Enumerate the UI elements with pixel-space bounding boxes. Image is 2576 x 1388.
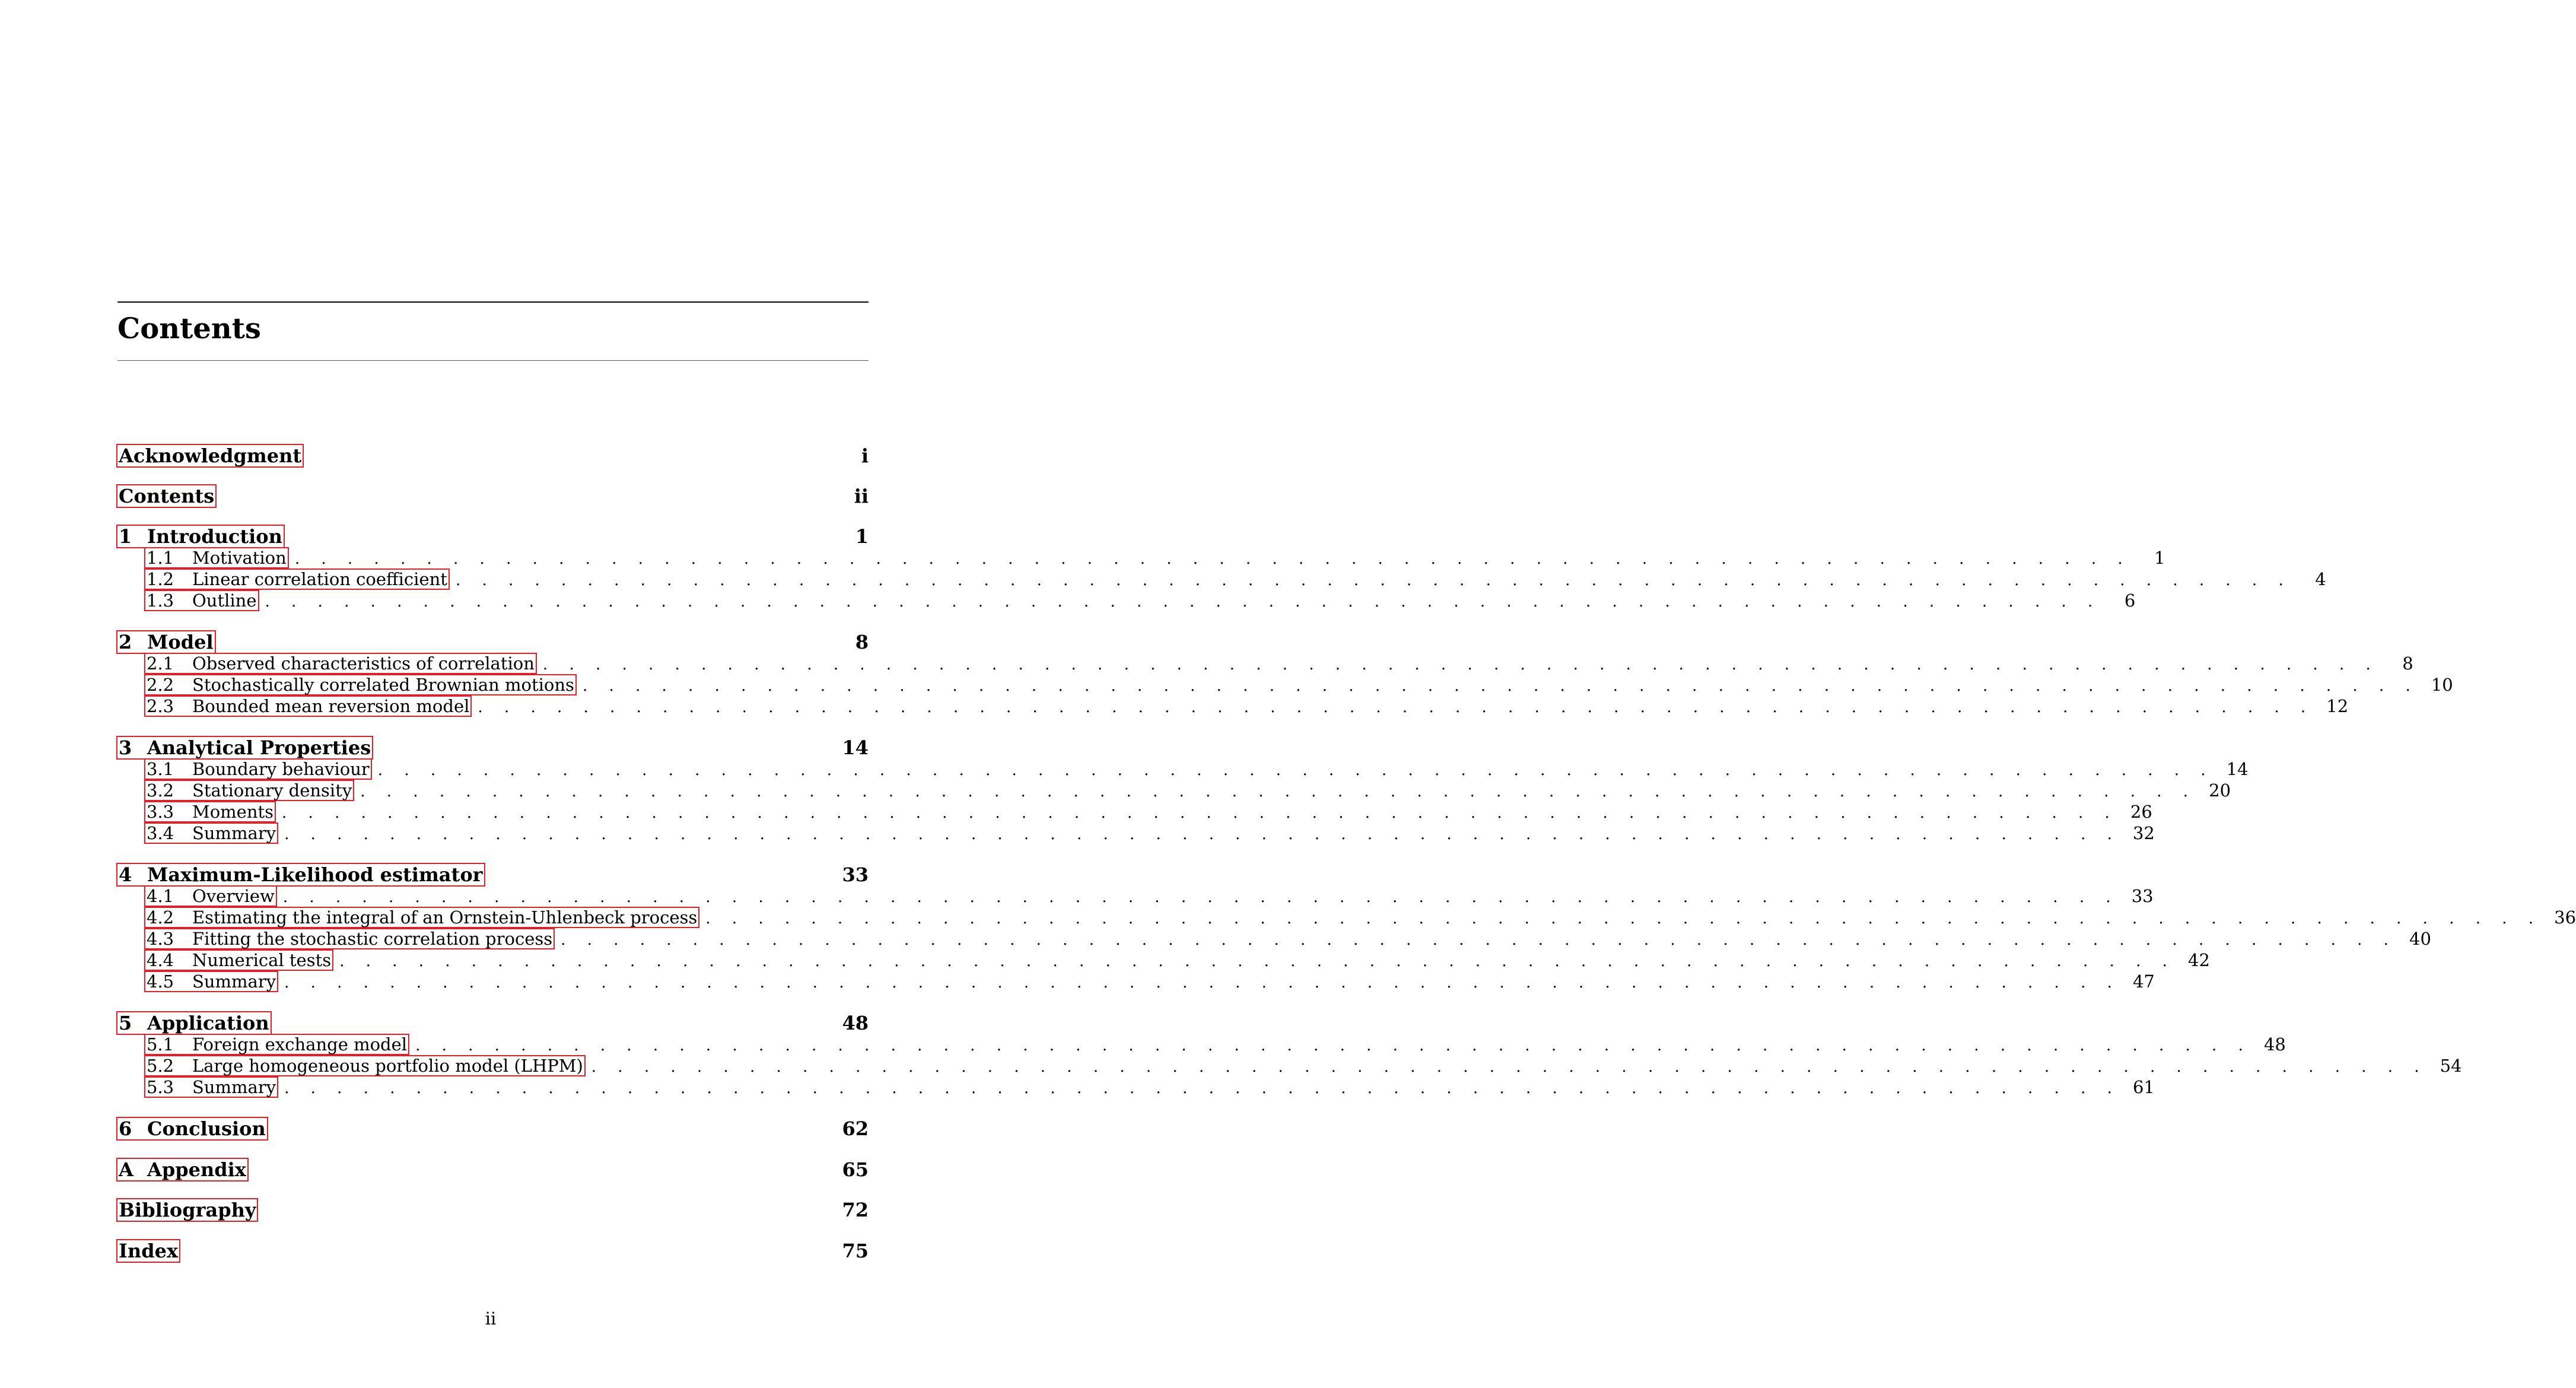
dot-leader: . . . . . . . . . . . . . . . . . . . . . . . . . . . . . . . . . . . . . . . . . . . . . . . . . . . . . . . . . . . . . . . . . . . . . .	[478, 698, 2314, 716]
toc-section-3-1	[116, 758, 2249, 780]
toc-link-chapter-6[interactable]	[116, 1117, 268, 1141]
toc-section-5-3	[116, 1076, 2155, 1098]
toc-page-number: 6	[2124, 590, 2136, 611]
section-number: 3.1	[147, 759, 174, 779]
toc-page-number: 72	[842, 1199, 869, 1221]
toc-section-4-1	[116, 885, 2154, 907]
toc-chapter-3	[116, 736, 869, 760]
page-title: Contents	[117, 312, 261, 345]
toc-section-1-1	[116, 547, 2165, 568]
toc-chapter-5	[116, 1011, 869, 1035]
toc-link-section-1-2[interactable]	[144, 568, 450, 590]
dot-leader: . . . . . . . . . . . . . . . . . . . . . . . . . . . . . . . . . . . . . . . . . . . . . . . . . . . . . . . . . . . . . . . . . . . . . .	[360, 783, 2197, 801]
toc-page-number: 48	[2263, 1034, 2286, 1055]
toc-link-appendix[interactable]	[116, 1158, 249, 1181]
chapter-number: 3	[119, 736, 132, 759]
toc-section-4-3	[116, 928, 2431, 949]
toc-section-3-3	[116, 801, 2152, 822]
section-number: 3.4	[147, 823, 174, 843]
chapter-title: Analytical Properties	[147, 736, 371, 759]
chapter-number: A	[119, 1158, 133, 1181]
dot-leader: . . . . . . . . . . . . . . . . . . . . . . . . . . . . . . . . . . . . . . . . . . . . . . . . . . . . . . . . . . . . . . . . . . . . . .	[591, 1058, 2428, 1076]
toc-link-section-5-2[interactable]	[144, 1055, 586, 1076]
toc-link-section-2-1[interactable]	[144, 653, 537, 674]
toc-link-section-2-2[interactable]	[144, 674, 577, 695]
toc-section-4-5	[116, 971, 2155, 992]
section-title: Summary	[192, 1077, 276, 1097]
toc-section-2-1	[116, 653, 2413, 674]
toc-page-number: 75	[842, 1240, 869, 1262]
toc-page-number: 32	[2132, 823, 2155, 843]
toc-link-section-2-3[interactable]	[144, 695, 472, 717]
toc-page-number: 65	[842, 1158, 869, 1181]
toc-section-3-2	[116, 780, 2231, 801]
toc-page-number: 36	[2554, 907, 2576, 928]
toc-link-chapter-2[interactable]	[116, 630, 216, 654]
toc-link-section-3-1[interactable]	[144, 758, 372, 780]
toc-link-section-4-5[interactable]	[144, 971, 278, 992]
section-title: Large homogeneous portfolio model (LHPM)	[192, 1056, 583, 1076]
toc-page-number: 14	[842, 736, 869, 759]
toc-link-section-4-3[interactable]	[144, 928, 555, 949]
section-title: Summary	[192, 971, 276, 992]
dot-leader: . . . . . . . . . . . . . . . . . . . . . . . . . . . . . . . . . . . . . . . . . . . . . . . . . . . . . . . . . . . . . . . . . . . . . .	[705, 910, 2542, 928]
toc-section-2-2	[116, 674, 2453, 695]
section-title: Bounded mean reversion model	[192, 696, 470, 716]
toc-section-1-3	[116, 590, 2136, 611]
toc-page-number: 12	[2326, 696, 2349, 716]
toc-chapter-4	[116, 863, 869, 887]
chapter-number: 1	[119, 525, 132, 548]
section-title: Outline	[192, 590, 257, 611]
dot-leader: . . . . . . . . . . . . . . . . . . . . . . . . . . . . . . . . . . . . . . . . . . . . . . . . . . . . . . . . . . . . . . . . . . . . . .	[284, 1079, 2120, 1097]
chapter-title: Introduction	[147, 525, 282, 548]
toc-entry-contents	[116, 484, 869, 508]
toc-link-acknowledgment[interactable]	[116, 444, 304, 468]
toc-page-number: 48	[842, 1012, 869, 1034]
section-number: 2.3	[147, 696, 174, 716]
toc-section-2-3	[116, 695, 2349, 717]
toc-link-section-3-3[interactable]	[144, 801, 276, 822]
toc-section-4-4	[116, 949, 2210, 971]
toc-section-5-1	[116, 1034, 2286, 1055]
toc-link-chapter-5[interactable]	[116, 1011, 272, 1035]
section-title: Fitting the stochastic correlation process	[192, 929, 553, 949]
chapter-number: 2	[119, 631, 132, 653]
chapter-title: Appendix	[147, 1158, 246, 1181]
toc-page-number: 26	[2130, 802, 2152, 822]
toc-chapter-1	[116, 525, 869, 548]
toc-title: Contents	[119, 485, 215, 507]
toc-page-number: 1	[855, 525, 869, 548]
section-number: 1.3	[147, 590, 174, 611]
toc-page-number: 42	[2188, 950, 2210, 970]
chapter-title: Application	[147, 1012, 269, 1034]
toc-link-chapter-1[interactable]	[116, 525, 285, 548]
dot-leader: . . . . . . . . . . . . . . . . . . . . . . . . . . . . . . . . . . . . . . . . . . . . . . . . . . . . . . . . . . . . . . . . . . . . . .	[377, 761, 2214, 779]
footer-page-number: ii	[485, 1308, 497, 1329]
section-title: Moments	[192, 802, 274, 822]
toc-page-number: ii	[854, 485, 869, 507]
toc-page-number: 14	[2226, 759, 2249, 779]
section-number: 4.2	[147, 907, 174, 928]
section-number: 4.5	[147, 971, 174, 992]
dot-leader: . . . . . . . . . . . . . . . . . . . . . . . . . . . . . . . . . . . . . . . . . . . . . . . . . . . . . . . . . . . . . . . . . . . . . .	[582, 677, 2419, 695]
toc-page-number: 1	[2154, 548, 2165, 568]
section-title: Boundary behaviour	[192, 759, 370, 779]
section-title: Linear correlation coefficient	[192, 569, 447, 589]
section-number: 4.1	[147, 886, 174, 906]
chapter-title: Model	[147, 631, 214, 653]
section-number: 1.2	[147, 569, 174, 589]
toc-link-section-4-1[interactable]	[144, 885, 277, 907]
toc-link-section-3-4[interactable]	[144, 822, 278, 844]
dot-leader: . . . . . . . . . . . . . . . . . . . . . . . . . . . . . . . . . . . . . . . . . . . . . . . . . . . . . . . . . . . . . . . . . . . . . .	[265, 593, 2101, 611]
toc-link-bibliography[interactable]	[116, 1198, 258, 1222]
section-number: 2.1	[147, 653, 174, 674]
section-number: 3.3	[147, 802, 174, 822]
chapter-number: 5	[119, 1012, 132, 1034]
dot-leader: . . . . . . . . . . . . . . . . . . . . . . . . . . . . . . . . . . . . . . . . . . . . . . . . . . . . . . . . . . . . . . . . . . . . . .	[561, 931, 2397, 949]
section-title: Motivation	[192, 548, 287, 568]
section-title: Numerical tests	[192, 950, 332, 970]
toc-entry-index	[116, 1239, 869, 1263]
section-number: 2.2	[147, 675, 174, 695]
dot-leader: . . . . . . . . . . . . . . . . . . . . . . . . . . . . . . . . . . . . . . . . . . . . . . . . . . . . . . . . . . . . . . . . . . . . . .	[282, 888, 2119, 906]
toc-page-number: 10	[2431, 675, 2453, 695]
toc-entry-acknowledgment	[116, 444, 869, 468]
toc-page-number: 54	[2440, 1056, 2462, 1076]
section-title: Estimating the integral of an Ornstein-Uhlenbeck process	[192, 907, 698, 928]
section-title: Summary	[192, 823, 276, 843]
toc-title: Bibliography	[119, 1199, 256, 1221]
toc-entry-bibliography	[116, 1198, 869, 1222]
section-number: 3.2	[147, 780, 174, 801]
section-number: 5.2	[147, 1056, 174, 1076]
toc-section-1-2	[116, 568, 2326, 590]
toc-page-number: 4	[2315, 569, 2326, 589]
toc-link-section-5-3[interactable]	[144, 1076, 278, 1098]
dot-leader: . . . . . . . . . . . . . . . . . . . . . . . . . . . . . . . . . . . . . . . . . . . . . . . . . . . . . . . . . . . . . . . . . . . . . .	[282, 804, 2118, 822]
toc-section-4-2	[116, 907, 2576, 928]
title-rule-bottom	[117, 360, 869, 361]
toc-page-number: 20	[2209, 780, 2231, 801]
toc-page-number: 33	[2131, 886, 2154, 906]
toc-link-chapter-4[interactable]	[116, 863, 485, 887]
toc-page-number: 62	[842, 1117, 869, 1140]
section-title: Stationary density	[192, 780, 352, 801]
toc-link-section-1-3[interactable]	[144, 590, 259, 611]
chapter-number: 4	[119, 863, 132, 886]
section-number: 1.1	[147, 548, 174, 568]
toc-title: Acknowledgment	[119, 444, 302, 467]
section-title: Stochastically correlated Brownian motions	[192, 675, 574, 695]
toc-page-number: 8	[855, 631, 869, 653]
section-title: Overview	[192, 886, 275, 906]
toc-page-number: i	[861, 444, 869, 467]
toc-link-section-3-2[interactable]	[144, 780, 354, 801]
section-number: 4.4	[147, 950, 174, 970]
toc-title: Index	[119, 1240, 179, 1262]
chapter-number: 6	[119, 1117, 132, 1140]
toc-chapter-6	[116, 1117, 869, 1141]
chapter-title: Conclusion	[147, 1117, 266, 1140]
dot-leader: . . . . . . . . . . . . . . . . . . . . . . . . . . . . . . . . . . . . . . . . . . . . . . . . . . . . . . . . . . . . . . . . . . . . . .	[284, 974, 2120, 992]
toc-link-section-5-1[interactable]	[144, 1034, 409, 1055]
toc-page-number: 8	[2402, 653, 2413, 674]
toc-link-contents[interactable]	[116, 484, 217, 508]
toc-section-5-2	[116, 1055, 2462, 1076]
title-rule-top	[117, 301, 869, 303]
toc-page-number: 33	[842, 863, 869, 886]
chapter-title: Maximum-Likelihood estimator	[147, 863, 483, 886]
dot-leader: . . . . . . . . . . . . . . . . . . . . . . . . . . . . . . . . . . . . . . . . . . . . . . . . . . . . . . . . . . . . . . . . . . . . . .	[415, 1037, 2251, 1055]
toc-link-section-4-4[interactable]	[144, 949, 333, 971]
section-number: 5.3	[147, 1077, 174, 1097]
dot-leader: . . . . . . . . . . . . . . . . . . . . . . . . . . . . . . . . . . . . . . . . . . . . . . . . . . . . . . . . . . . . . . . . . . . . . .	[294, 550, 2131, 568]
toc-page-number: 61	[2132, 1077, 2155, 1097]
section-number: 4.3	[147, 929, 174, 949]
dot-leader: . . . . . . . . . . . . . . . . . . . . . . . . . . . . . . . . . . . . . . . . . . . . . . . . . . . . . . . . . . . . . . . . . . . . . .	[339, 952, 2176, 970]
toc-page-number: 47	[2132, 971, 2155, 992]
toc-link-index[interactable]	[116, 1239, 180, 1263]
dot-leader: . . . . . . . . . . . . . . . . . . . . . . . . . . . . . . . . . . . . . . . . . . . . . . . . . . . . . . . . . . . . . . . . . . . . . .	[455, 571, 2292, 589]
toc-link-section-4-2[interactable]	[144, 907, 699, 928]
toc-page-number: 40	[2409, 929, 2431, 949]
toc-chapter-appendix	[116, 1158, 869, 1181]
section-number: 5.1	[147, 1034, 174, 1055]
toc-link-section-1-1[interactable]	[144, 547, 289, 568]
toc-section-3-4	[116, 822, 2155, 844]
dot-leader: . . . . . . . . . . . . . . . . . . . . . . . . . . . . . . . . . . . . . . . . . . . . . . . . . . . . . . . . . . . . . . . . . . . . . .	[542, 656, 2379, 674]
toc-chapter-2	[116, 630, 869, 654]
toc-link-chapter-3[interactable]	[116, 736, 373, 760]
dot-leader: . . . . . . . . . . . . . . . . . . . . . . . . . . . . . . . . . . . . . . . . . . . . . . . . . . . . . . . . . . . . . . . . . . . . . .	[284, 825, 2120, 843]
section-title: Foreign exchange model	[192, 1034, 408, 1055]
section-title: Observed characteristics of correlation	[192, 653, 535, 674]
